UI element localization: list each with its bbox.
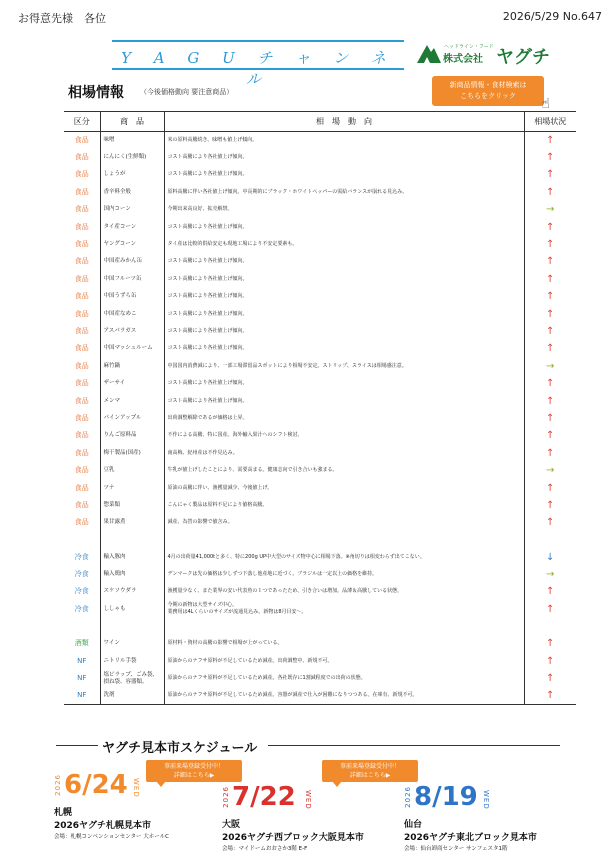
market-table [64, 111, 576, 705]
category-cell: 食品 [74, 153, 89, 162]
badge-line2: 詳細はこちら▶ [349, 772, 391, 779]
table-row [64, 583, 576, 600]
trend-arrow-cell: ↑ [524, 652, 576, 669]
category-cell: 食品 [74, 187, 89, 196]
trend-note-cell: 減産、為替の影響で値含み。 [164, 514, 524, 531]
category-cell: 食品 [74, 379, 89, 388]
new-products-search-button[interactable] [432, 76, 550, 112]
category-cell: 食品 [74, 413, 89, 422]
table-row [64, 566, 576, 583]
table-row [64, 410, 576, 427]
category-cell: 食品 [74, 170, 89, 179]
trend-arrow-cell: → [524, 358, 576, 375]
product-cell: 中国フルーツ缶 [100, 271, 164, 288]
event-date: 6/24 [64, 770, 128, 800]
trend-arrow-cell: ↑ [524, 218, 576, 235]
spacer-cell [524, 618, 576, 635]
product-cell: ワイン [100, 635, 164, 652]
section-heading: 相場情報 [68, 85, 124, 101]
product-cell: 味噌 [100, 132, 164, 149]
table-row [64, 288, 576, 305]
table-row [64, 323, 576, 340]
category-cell: 冷食 [74, 570, 89, 579]
trend-note-cell: 原料高騰に伴い各社値上げ傾向。中長期的にブラック・ホワイトペッパーの需給バランスが崩れる見込み。 [164, 184, 524, 201]
pointer-hand-icon: ☝ [541, 96, 550, 112]
note-line1: 今期の新物は大型サイズ中心。 [167, 602, 238, 609]
trend-arrow-cell: ↑ [524, 514, 576, 531]
trend-arrow-cell: ↑ [524, 184, 576, 201]
category-cell: NF [64, 687, 100, 704]
product-cell: ししゃも [100, 601, 164, 618]
product-cell: 輸入鶏肉 [100, 566, 164, 583]
trend-note-cell: コスト高騰により各社値上げ傾向。 [164, 271, 524, 288]
product-cell: ニトリル手袋 [100, 652, 164, 669]
category-cell: 食品 [74, 309, 89, 318]
badge-line1: 事前来場登録受付中！ [339, 763, 400, 770]
table-row [64, 149, 576, 166]
product-cell: タイ産コーン [100, 218, 164, 235]
category-cell: 冷食 [74, 604, 89, 613]
table-row [64, 687, 576, 704]
trend-arrow-cell: ↑ [524, 323, 576, 340]
category-cell: 食品 [74, 466, 89, 475]
trend-arrow-cell: ↑ [524, 166, 576, 183]
trend-arrow-cell: ↑ [524, 583, 576, 600]
column-header-category: 区分 [64, 112, 100, 132]
note-line2: 業務用は4Lくらいのサイズが流通見込み。新物は8月目安～。 [167, 609, 307, 616]
table-row [64, 218, 576, 235]
trend-note-cell: 原油からのナフサ原料が不足しているため減産。各社既存に1割減程度での出荷の状態。 [164, 670, 524, 687]
trend-arrow-cell: ↑ [524, 392, 576, 409]
trend-arrow-cell: ↑ [524, 305, 576, 322]
badge-line2: 詳細はこちら▶ [173, 772, 215, 779]
event-osaka[interactable] [222, 772, 402, 867]
trend-arrow-cell: ↑ [524, 253, 576, 270]
recipient-text: お得意先様 各位 [18, 12, 106, 25]
category-cell: 食品 [74, 344, 89, 353]
event-weekday: WED [132, 778, 140, 798]
trend-arrow-cell: ↑ [524, 271, 576, 288]
table-row [64, 305, 576, 322]
trend-note-cell: コスト高騰により各社値上げ傾向。 [164, 375, 524, 392]
trend-note-cell: コスト高騰により各社値上げ傾向。 [164, 253, 524, 270]
table-spacer-row [64, 531, 576, 548]
category-cell: NF [77, 674, 87, 683]
category-cell: NF [77, 656, 87, 665]
trend-note-cell: 米の原料高騰続き、味噌も値上げ傾向。 [164, 132, 524, 149]
spacer-cell [64, 618, 100, 635]
top-line [18, 10, 602, 26]
table-row [64, 358, 576, 375]
table-row [64, 132, 576, 149]
trend-arrow-cell: ↑ [524, 410, 576, 427]
issue-date-number: 2026/5/29 No.647 [502, 10, 602, 23]
product-cell: 中国マッシュルーム [100, 340, 164, 357]
table-row [64, 271, 576, 288]
category-cell: 食品 [74, 500, 89, 509]
trend-note-cell: 4月の出荷量41,000tと多く、特に200g UP中大型のサイズ物中心に相場下落。※角切りは相変わらず出てこない。 [164, 548, 524, 565]
table-row [64, 514, 576, 531]
schedule-rule-left [56, 745, 98, 746]
table-body [64, 132, 576, 705]
category-cell: 食品 [74, 240, 89, 249]
trend-note-cell: デンマークは先の価格は少しずつ下落し他産地に近づく。ブラジルは一定以上の価格を維持。 [164, 566, 524, 583]
badge-line1: 事前来場登録受付中！ [163, 763, 224, 770]
product-cell: ヤングコーン [100, 236, 164, 253]
product-cell: 輸入豚肉 [100, 548, 164, 565]
product-cell: 塩ビラップ、ごみ袋、損ね袋、容器類、 [100, 670, 164, 687]
event-year: 2026 [222, 786, 230, 808]
schedule-title: ヤグチ見本市スケジュール [102, 741, 258, 756]
product-cell: 香辛料全般 [100, 184, 164, 201]
spacer-cell [64, 531, 100, 548]
event-date: 8/19 [414, 782, 478, 812]
product-cell: アスパラガス [100, 323, 164, 340]
product-cell: 果甘露煮 [100, 514, 164, 531]
trend-arrow-cell: ↑ [524, 236, 576, 253]
spacer-cell [100, 531, 164, 548]
spacer-cell [164, 618, 524, 635]
spacer-cell [164, 531, 524, 548]
product-cell: 梅干製品(国産) [100, 445, 164, 462]
logo-mountain-icon [416, 42, 442, 64]
trend-arrow-cell: ↓ [524, 548, 576, 565]
trend-arrow-cell: ↑ [524, 445, 576, 462]
trend-note-cell: 原油の高騰に伴い、漁獲量減少、今後値上げ。 [164, 479, 524, 496]
table-row [64, 497, 576, 514]
column-header-status: 相場状況 [524, 112, 576, 132]
table-row [64, 392, 576, 409]
category-cell: 食品 [74, 326, 89, 335]
trend-note-cell: コスト高騰により各社値上げ傾向。 [164, 323, 524, 340]
category-cell: 酒類 [74, 639, 89, 648]
logo-tagline: ヘッドライン・フード [444, 44, 494, 50]
table-row [64, 166, 576, 183]
column-header-trend-note: 相 場 動 向 [164, 112, 524, 132]
trend-arrow-cell: ↑ [524, 479, 576, 496]
category-cell: 食品 [74, 292, 89, 301]
trend-arrow-cell: ↑ [524, 132, 576, 149]
trend-arrow-cell: → [524, 201, 576, 218]
section-subheading: （今後価格動向 要注意商品） [140, 88, 234, 96]
category-cell: 冷食 [74, 587, 89, 596]
spacer-cell [524, 531, 576, 548]
trend-arrow-cell: ↑ [524, 288, 576, 305]
trend-note-cell: 不作による高騰、特に国産。海外輸入果汁へのシフト検討。 [164, 427, 524, 444]
trend-arrow-cell: ↑ [524, 340, 576, 357]
trend-arrow-cell: ↑ [524, 687, 576, 704]
event-venue: 会場：仙台卸商センター サンフェスタ1階 [404, 846, 508, 852]
category-cell: 食品 [74, 431, 89, 440]
category-cell: 食品 [74, 518, 89, 527]
category-cell: 食品 [74, 257, 89, 266]
trend-note-cell: 牛乳が値上げしたことにより、需要高まる。健康志向で引き合いも強まる。 [164, 462, 524, 479]
trend-note-cell: コスト高騰により各社値上げ傾向。 [164, 166, 524, 183]
spacer-cell [100, 618, 164, 635]
event-weekday: WED [304, 790, 312, 810]
table-row [64, 601, 576, 618]
table-row [64, 340, 576, 357]
product-cell: しょうが [100, 166, 164, 183]
product-cell: にんにく(生鮮類) [100, 149, 164, 166]
event-name: 2026ヤグチ東北ブロック見本市 [404, 833, 537, 843]
cta-line2: こちらをクリック [460, 92, 516, 100]
trend-arrow-cell: ↑ [524, 635, 576, 652]
product-cell: 中国産なめこ [100, 305, 164, 322]
event-city: 札幌 [54, 808, 73, 818]
trend-note-cell: こんにゃく製品は原料不足により値格高騰。 [164, 497, 524, 514]
trend-note-cell: コスト高騰により各社値上げ傾向。 [164, 149, 524, 166]
trend-note-cell: 原油からのナフサ原料が不足しているため減産。出荷調整中、新規不可。 [164, 652, 524, 669]
event-city: 仙台 [404, 820, 423, 830]
trend-arrow-cell: ↑ [524, 601, 576, 618]
category-cell: 食品 [74, 396, 89, 405]
product-cell: ザーサイ [100, 375, 164, 392]
category-cell: 冷食 [74, 552, 89, 561]
trend-note-cell: 今期出来高良好、拡売解禁。 [164, 201, 524, 218]
table-row [64, 253, 576, 270]
trend-note-cell: 原油からのナフサ原料が不足しているため減産。容器が減産で仕入が困難になりつつある。在庫有、新規不可。 [164, 687, 524, 704]
category-cell: 食品 [74, 205, 89, 214]
product-cell: スケソウダラ [100, 583, 164, 600]
product-cell: 豆乳 [100, 462, 164, 479]
table-spacer-row [64, 618, 576, 635]
category-cell: 食品 [74, 483, 89, 492]
cta-line1: 新商品情報・食材検索は [449, 81, 527, 89]
trend-note-cell: コスト高騰により各社値上げ傾向。 [164, 288, 524, 305]
product-cell: メンマ [100, 392, 164, 409]
table-row [64, 427, 576, 444]
category-cell: 食品 [74, 274, 89, 283]
trend-note-cell: 南高梅、紀州産は不作見込み。 [164, 445, 524, 462]
product-cell: 洗剤 [100, 687, 164, 704]
event-venue: 会場：札幌コンベンションセンター 大ホールC [54, 834, 170, 840]
table-row [64, 670, 576, 687]
event-name: 2026ヤグチ札幌見本市 [54, 821, 152, 831]
category-cell: 食品 [74, 448, 89, 457]
preregister-badge[interactable] [322, 760, 418, 782]
table-row [64, 445, 576, 462]
category-cell: 食品 [74, 361, 89, 370]
logo-brand-name: ヤグチ [496, 47, 550, 68]
table-row [64, 236, 576, 253]
event-name: 2026ヤグチ西ブロック大阪見本市 [222, 833, 364, 843]
table-row [64, 652, 576, 669]
trend-note-cell: 漁獲量少なく、また業界の安い代表魚の１つであったため、引き合いは増加。品薄＆高騰している状態。 [164, 583, 524, 600]
event-venue: 会場：マイドームおおさか3階 E-F [222, 846, 308, 852]
table-row [64, 375, 576, 392]
product-cell: 中国うずら缶 [100, 288, 164, 305]
trend-arrow-cell: ↑ [524, 670, 576, 687]
column-header-product: 商 品 [100, 112, 164, 132]
logo-company-label: 株式会社 [443, 54, 483, 65]
event-city: 大阪 [222, 820, 241, 830]
product-cell: りんご原料品 [100, 427, 164, 444]
trend-note-cell: コスト高騰により各社値上げ傾向。 [164, 218, 524, 235]
trend-note-cell: コスト高騰により各社値上げ傾向。 [164, 392, 524, 409]
event-date: 7/22 [232, 782, 296, 812]
newsletter-banner [112, 40, 404, 88]
trend-arrow-cell: → [524, 462, 576, 479]
product-cell: 中国産みかん缶 [100, 253, 164, 270]
schedule-rule-right [268, 745, 560, 746]
event-year: 2026 [54, 774, 62, 796]
table-header-row [64, 112, 576, 132]
trend-arrow-cell: ↑ [524, 497, 576, 514]
trend-note-cell: タイ産は比較的供給安定も現地工場により不安定要素も。 [164, 236, 524, 253]
trend-arrow-cell: ↑ [524, 375, 576, 392]
product-cell: 国内コーン [100, 201, 164, 218]
table-row [64, 635, 576, 652]
trend-arrow-cell: ↑ [524, 149, 576, 166]
table-row [64, 462, 576, 479]
trend-note-cell: コスト高騰により各社値上げ傾向。 [164, 305, 524, 322]
product-cell: ツナ [100, 479, 164, 496]
trend-note-cell: 出荷調整解除であるが価格は上昇。 [164, 410, 524, 427]
trend-arrow-cell: ↑ [524, 427, 576, 444]
trend-note-cell: コスト高騰により各社値上げ傾向。 [164, 340, 524, 357]
product-cell: パインアップル [100, 410, 164, 427]
event-sapporo[interactable] [54, 760, 234, 860]
table-row [64, 201, 576, 218]
product-cell: 麻竹鍋 [100, 358, 164, 375]
table-row [64, 479, 576, 496]
trend-note-cell: 中国国内消費減により、一部工場滞留品スポットにより相場不安定。ストリップ、スライスは相場感注意。 [164, 358, 524, 375]
table-row [64, 548, 576, 565]
event-weekday: WED [482, 790, 490, 810]
newsletter-title: Y A G U チ ャ ン ネ ル [121, 49, 395, 88]
trend-note-cell: 原材料・資材の高騰の影響で相場が上がっている。 [164, 635, 524, 652]
event-year: 2026 [404, 786, 412, 808]
table-row [64, 184, 576, 201]
trend-arrow-cell: → [524, 566, 576, 583]
product-cell: 惣菜類 [100, 497, 164, 514]
event-sendai[interactable] [339, 763, 584, 867]
trend-note-cell [164, 601, 524, 618]
category-cell: 食品 [74, 222, 89, 231]
category-cell: 食品 [74, 135, 89, 144]
